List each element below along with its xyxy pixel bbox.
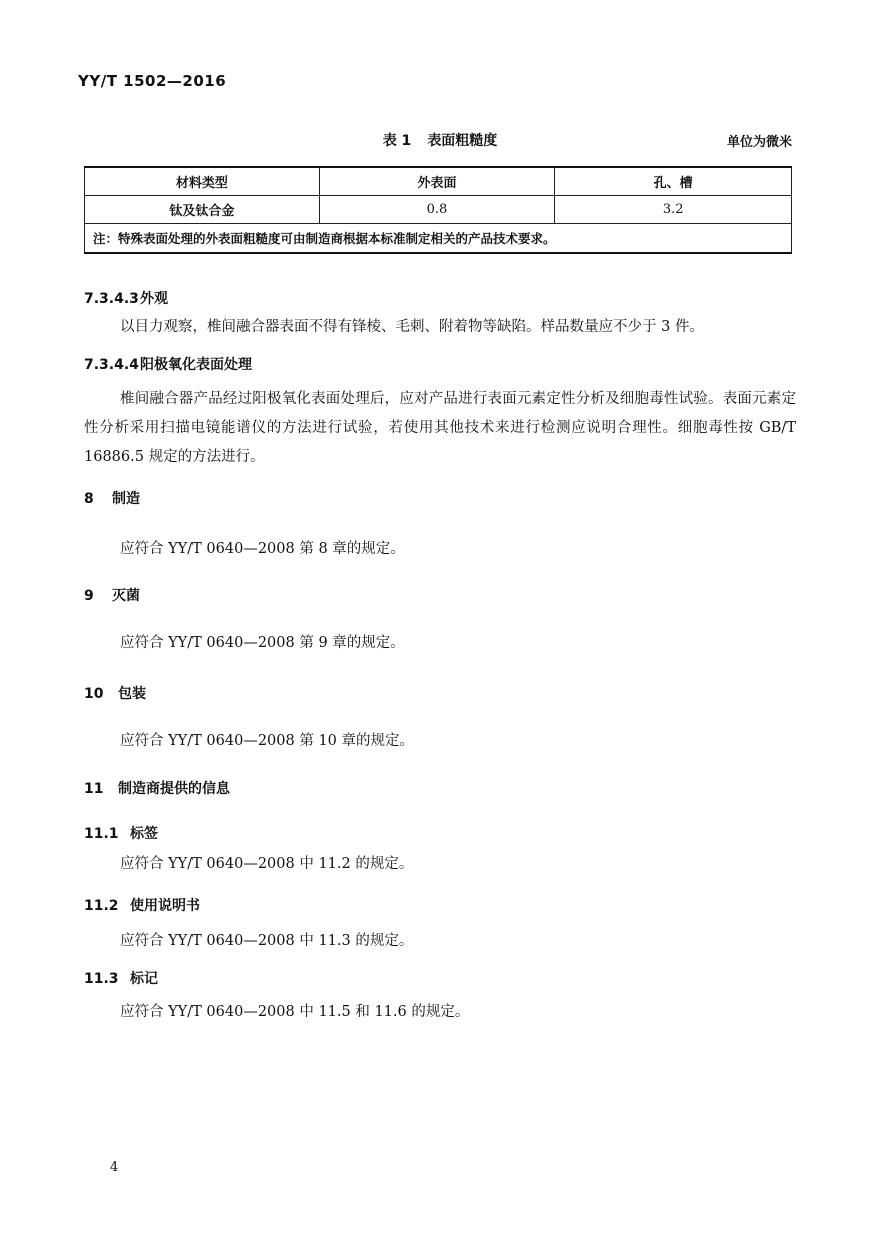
paragraph-anodizing: 椎间融合器产品经过阳极氧化表面处理后，应对产品进行表面元素定性分析及细胞毒性试验。表面元素定性分析采用扫描电镜能谱仪的方法进行试验，若使用其他技术来进行检测应说明合理性。细胞毒性按 GB/T 16886.5 规定的方法进行。 [84,391,796,465]
col-header-material: 材料类型 [85,167,320,196]
col-header-hole-slot: 孔、槽 [555,167,792,196]
section-title: 标签 [130,826,158,842]
section-number: 10 [84,686,104,702]
paragraph-manufacturing: 应符合 YY/T 0640—2008 第 8 章的规定。 [120,541,405,557]
section-number: 11.1 [84,826,119,842]
cell-material: 钛及钛合金 [85,196,320,224]
section-title: 使用说明书 [130,898,200,914]
section-title: 制造商提供的信息 [118,781,230,797]
heading-8 [84,488,140,508]
page-number: 4 [110,1160,119,1175]
section-title: 外观 [140,291,168,307]
standard-code: YY/T 1502—2016 [78,72,227,90]
paragraph-packaging: 应符合 YY/T 0640—2008 第 10 章的规定。 [120,733,414,749]
section-number: 8 [84,491,94,507]
table-caption-title: 表面粗糙度 [427,133,498,149]
paragraph-appearance: 以目力观察，椎间融合器表面不得有锋棱、毛刺、附着物等缺陷。样品数量应不少于 3 件。 [120,319,704,335]
section-number: 11.3 [84,971,119,987]
paragraph-sterilization: 应符合 YY/T 0640—2008 第 9 章的规定。 [120,635,405,651]
paragraph-marking: 应符合 YY/T 0640—2008 中 11.5 和 11.6 的规定。 [120,1004,470,1020]
paragraph-label: 应符合 YY/T 0640—2008 中 11.2 的规定。 [120,856,414,872]
heading-11-3 [84,968,158,988]
section-number: 9 [84,588,94,604]
section-number: 11.2 [84,898,119,914]
section-number: 7.3.4.4 [84,357,139,373]
heading-11-1 [84,823,158,843]
section-number: 7.3.4.3 [84,291,139,307]
table-note: 注：特殊表面处理的外表面粗糙度可由制造商根据本标准制定相关的产品技术要求。 [85,224,792,254]
section-number: 11 [84,781,104,797]
section-title: 阳极氧化表面处理 [140,357,252,373]
section-title: 包装 [118,686,146,702]
paragraph-instructions: 应符合 YY/T 0640—2008 中 11.3 的规定。 [120,933,414,949]
section-title: 标记 [130,971,158,987]
table-unit: 单位为微米 [726,135,792,150]
section-title: 灭菌 [112,588,140,604]
heading-11 [84,778,230,798]
cell-hole-slot: 3.2 [555,196,792,224]
cell-outer-surface: 0.8 [319,196,555,224]
heading-11-2 [84,895,200,915]
heading-7-3-4-3 [84,288,168,308]
table-header-row [85,167,792,196]
table-note-row [85,224,792,254]
roughness-table [84,166,792,254]
heading-7-3-4-4 [84,354,252,374]
table-row [85,196,792,224]
section-title: 制造 [112,491,140,507]
table-caption-number: 表 1 [382,133,412,149]
heading-9 [84,585,140,605]
heading-10 [84,683,146,703]
col-header-outer-surface: 外表面 [319,167,555,196]
